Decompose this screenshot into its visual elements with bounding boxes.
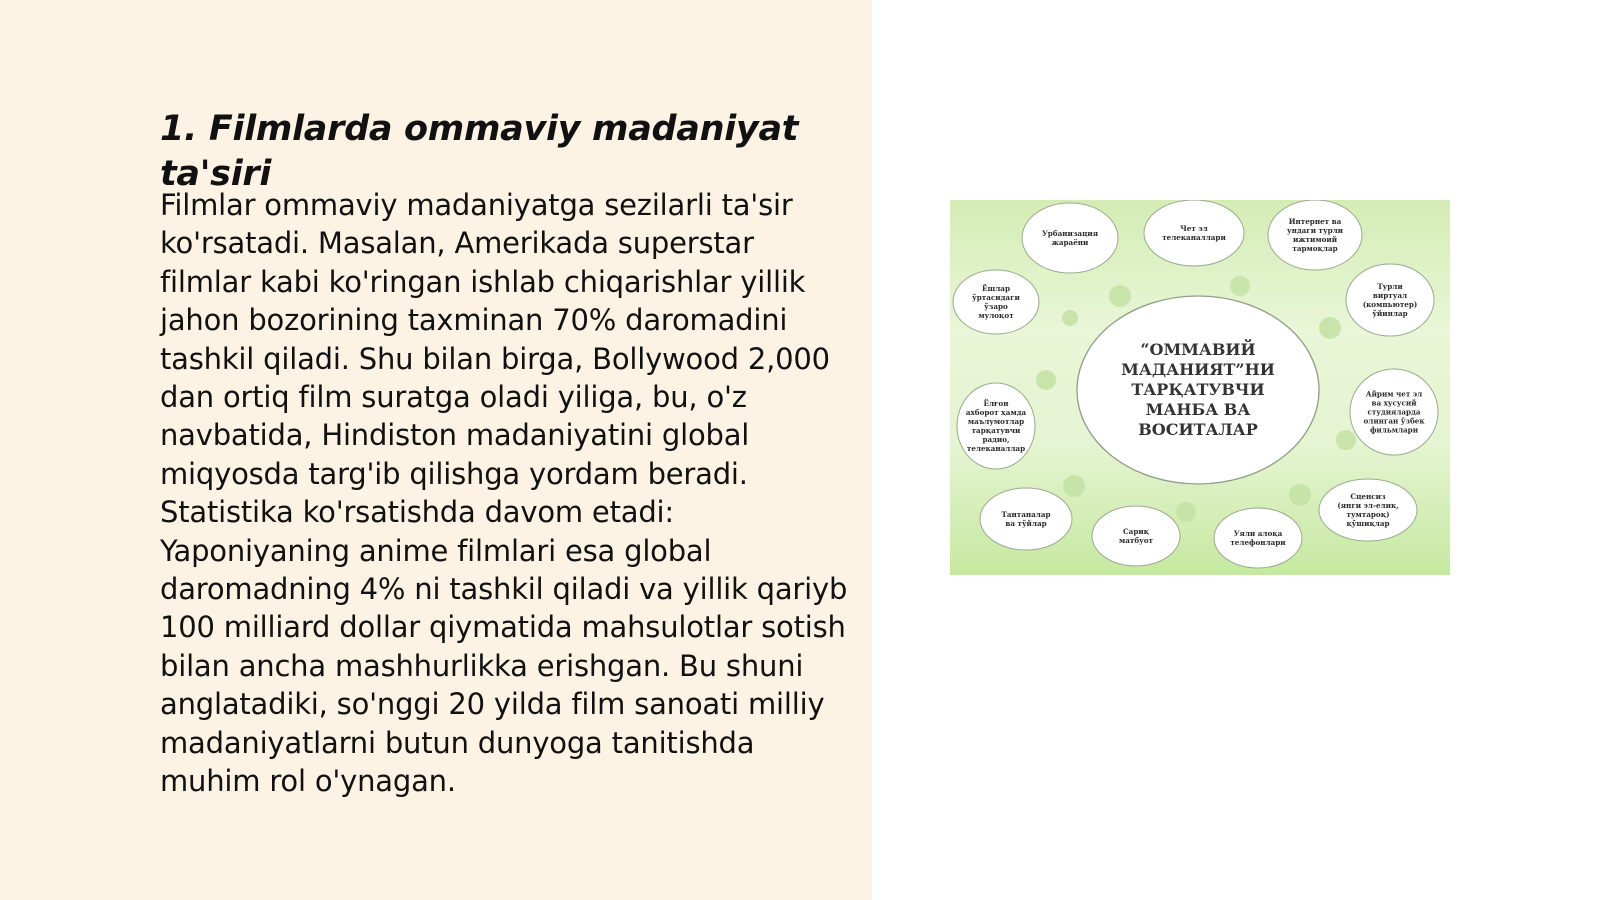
node-label-line: телеканаллар [966, 444, 1026, 453]
node-label-line: ундаги турли [1286, 226, 1344, 235]
node-label-line: студияларда [1367, 407, 1421, 417]
node-label-line: Сценсиз [1350, 492, 1386, 501]
node-label-line: тарқатувчи [971, 426, 1021, 435]
node-label-line: ўйинлар [1372, 309, 1408, 318]
node-label-line: радио, [982, 435, 1010, 444]
node-label-line: фильмлари [1369, 425, 1419, 435]
node-label-line: ўртасидаги [972, 293, 1020, 302]
center-line-4: МАНБА ВА [1145, 400, 1251, 419]
mass-culture-diagram [950, 200, 1450, 575]
center-line-2: МАДАНИЯТ”НИ [1121, 360, 1275, 379]
diagram-node [1214, 508, 1302, 568]
node-label-line: ва хусусий [1371, 398, 1417, 408]
center-line-3: ТАРҚАТУВЧИ [1131, 380, 1265, 399]
slide-title: 1. Filmlarda ommaviy madaniyat ta'siri [160, 109, 799, 194]
diagram-node [1319, 479, 1417, 541]
diagram-node [1350, 369, 1438, 455]
node-label-line: тумтароқ) [1346, 510, 1390, 519]
node-label-line: (компьютер) [1362, 300, 1418, 309]
diagram-node [953, 270, 1039, 334]
node-label-line: ва тўйлар [1005, 519, 1047, 528]
node-label-line: Чет эл [1180, 224, 1208, 233]
node-label-line: ўзаро [984, 302, 1008, 311]
node-label-line: Ёлғон [983, 399, 1009, 408]
diagram-node [1346, 264, 1434, 336]
node-label-line: мулоқот [978, 311, 1014, 320]
node-label-line: телефонлари [1230, 538, 1286, 547]
node-label-line: тармоқлар [1292, 244, 1338, 253]
node-label-line: олинган ўзбек [1363, 416, 1425, 426]
center-line-1: “ОММАВИЙ [1140, 340, 1256, 359]
node-label-line: Интернет ва [1288, 217, 1342, 226]
center-line-5: ВОСИТАЛАР [1138, 420, 1258, 439]
node-label-line: Тантаналар [1001, 510, 1051, 519]
diagram-node [1092, 506, 1180, 566]
diagram-center [1077, 296, 1319, 484]
node-label-line: ахборот ҳамда [965, 408, 1027, 417]
node-label-line: маълумотлар [967, 417, 1025, 426]
node-label-line: қўшиқлар [1346, 519, 1390, 528]
node-label-line: виртуал [1372, 291, 1408, 300]
node-label-line: ижтимоий [1292, 235, 1338, 244]
node-label-line: Уяли алоқа [1233, 529, 1283, 538]
node-label-line: Сариқ [1122, 527, 1150, 536]
diagram-node [980, 488, 1072, 550]
node-label-line: Турли [1377, 282, 1403, 291]
diagram-node [1022, 203, 1118, 273]
node-label-line: жараёни [1051, 238, 1089, 247]
node-label-line: матбуот [1119, 536, 1153, 545]
node-label-line: Урбанизация [1041, 229, 1099, 238]
node-label-line: телеканаллари [1162, 233, 1226, 242]
node-label-line: Айрим чет эл [1365, 389, 1423, 399]
diagram-node [1144, 200, 1244, 266]
diagram-node [1268, 200, 1362, 270]
node-label-line: Ёшлар [982, 284, 1010, 293]
slide-body-text: Filmlar ommaviy madaniyatga sezilarli ta'sir ko'rsatadi. Masalan, Amerikada superstar filmlar kabi ko'ringan ishlab chiqarishlar yillik jahon bozorining taxminan 70% daromadini tashkil qiladi. Shu bilan birga, Bollywood 2,000 dan ortiq film suratga oladi yiliga, bu, o'z navbatida, Hindiston madaniyatini global miqyosda targ'ib qilishga yordam beradi. Statistika ko'rsatishda davom etadi: Yaponiyaning anime filmlari esa global daromadning 4% ni tashkil qiladi va yillik qariyb 100 milliard dollar qiymatida mahsulotlar sotish bilan ancha mashhurlikka erishgan. Bu shuni anglatadiki, so'nggi 20 yilda film sanoati milliy madaniyatlarni butun dunyoga tanitishda muhim rol o'ynagan. [160, 188, 848, 799]
diagram-node [957, 383, 1035, 469]
node-label-line: (янги эл-елик, [1337, 501, 1399, 510]
